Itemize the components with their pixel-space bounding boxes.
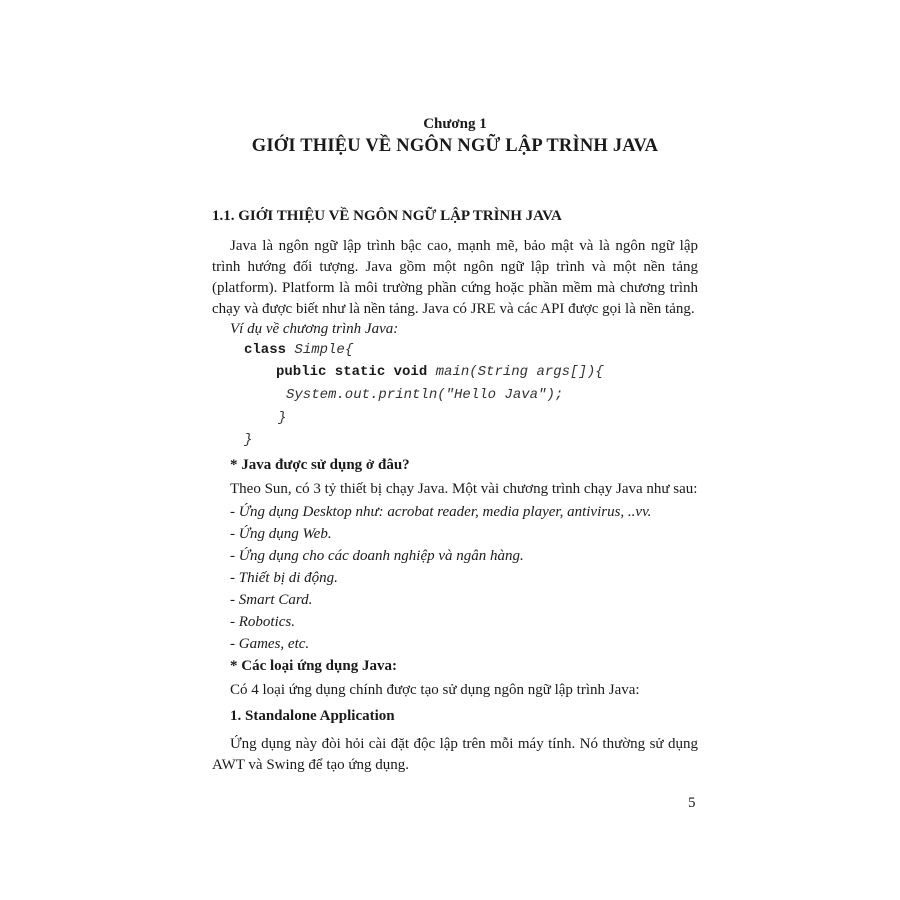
usage-heading: * Java được sử dụng ở đâu?	[230, 457, 410, 473]
standalone-heading: 1. Standalone Application	[230, 708, 395, 724]
code-line-1	[244, 342, 353, 358]
example-caption: Ví dụ về chương trình Java:	[230, 321, 399, 337]
code-line-5: }	[244, 432, 253, 448]
list-item: - Thiết bị di động.	[230, 570, 338, 586]
usage-intro: Theo Sun, có 3 tỷ thiết bị chạy Java. Một vài chương trình chạy Java như sau:	[230, 481, 698, 497]
code-line-3: System.out.println("Hello Java");	[286, 387, 564, 403]
code-text: Simple{	[286, 342, 354, 358]
chapter-number: Chương 1	[423, 116, 487, 132]
code-keyword: class	[244, 342, 287, 358]
list-item: - Games, etc.	[230, 636, 310, 652]
code-line-2	[276, 364, 604, 380]
code-keyword: public static void	[276, 364, 428, 380]
list-item: - Smart Card.	[230, 592, 313, 608]
standalone-text: Ứng dụng này đòi hỏi cài đặt độc lập trên mỗi máy tính. Nó thường sử dụng AWT và Swing để tạo ứng dụng.	[212, 736, 698, 773]
app-types-intro: Có 4 loại ứng dụng chính được tạo sử dụng ngôn ngữ lập trình Java:	[230, 682, 640, 698]
section-heading: 1.1. GIỚI THIỆU VỀ NGÔN NGỮ LẬP TRÌNH JAVA	[212, 208, 562, 224]
standalone-paragraph	[212, 734, 698, 776]
intro-text: Java là ngôn ngữ lập trình bậc cao, mạnh mẽ, bảo mật và là ngôn ngữ lập trình hướng đối tượng. Java gồm một ngôn ngữ lập trình và một nền tảng (platform). Platform là môi trường phần cứng hoặc phần mềm mà chương trình chạy và được biết như là nền tảng. Java có JRE và các API được gọi là nền tảng.	[212, 238, 698, 317]
chapter-title: GIỚI THIỆU VỀ NGÔN NGỮ LẬP TRÌNH JAVA	[251, 136, 659, 156]
page-number: 5	[688, 795, 696, 811]
app-types-heading: * Các loại ứng dụng Java:	[230, 658, 397, 674]
list-item: - Ứng dụng Desktop như: acrobat reader, media player, antivirus, ..vv.	[230, 504, 652, 520]
code-text: main(String args[]){	[427, 364, 604, 380]
code-line-4: }	[278, 410, 287, 426]
list-item: - Robotics.	[230, 614, 295, 630]
intro-paragraph	[212, 236, 698, 320]
list-item: - Ứng dụng Web.	[230, 526, 332, 542]
list-item: - Ứng dụng cho các doanh nghiệp và ngân hàng.	[230, 548, 524, 564]
